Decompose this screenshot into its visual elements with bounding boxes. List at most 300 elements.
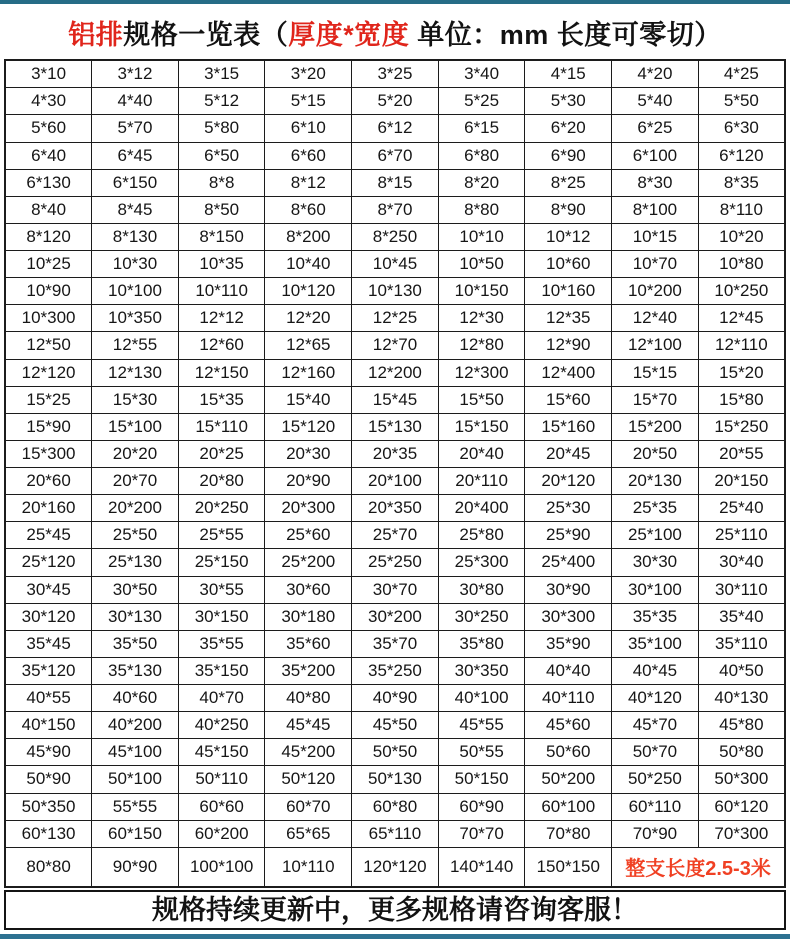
spec-cell: 8*25 (525, 169, 612, 196)
spec-cell: 10*50 (438, 251, 525, 278)
spec-cell: 12*30 (438, 305, 525, 332)
footer-banner (4, 890, 786, 930)
spec-cell: 70*300 (698, 820, 785, 847)
spec-cell: 6*25 (612, 115, 699, 142)
spec-cell: 5*30 (525, 88, 612, 115)
spec-cell: 12*20 (265, 305, 352, 332)
spec-cell: 50*300 (698, 766, 785, 793)
spec-row (5, 223, 785, 250)
spec-cell: 40*130 (698, 685, 785, 712)
spec-cell: 35*110 (698, 630, 785, 657)
spec-cell: 5*50 (698, 88, 785, 115)
spec-cell: 12*35 (525, 305, 612, 332)
spec-cell: 5*60 (5, 115, 92, 142)
spec-cell: 12*45 (698, 305, 785, 332)
spec-cell: 35*100 (612, 630, 699, 657)
spec-cell: 35*60 (265, 630, 352, 657)
spec-cell: 65*65 (265, 820, 352, 847)
spec-cell: 25*35 (612, 495, 699, 522)
spec-cell: 45*70 (612, 712, 699, 739)
title-segment-product: 铝排 (68, 20, 124, 50)
spec-row (5, 142, 785, 169)
spec-cell: 10*40 (265, 251, 352, 278)
spec-cell: 3*40 (438, 60, 525, 88)
spec-cell: 20*40 (438, 440, 525, 467)
spec-cell: 15*90 (5, 413, 92, 440)
spec-cell: 15*15 (612, 359, 699, 386)
spec-cell: 20*60 (5, 468, 92, 495)
spec-cell: 35*50 (92, 630, 179, 657)
spec-cell: 60*120 (698, 793, 785, 820)
spec-cell: 30*70 (352, 576, 439, 603)
spec-cell: 70*70 (438, 820, 525, 847)
spec-cell: 8*70 (352, 196, 439, 223)
spec-cell: 65*110 (352, 820, 439, 847)
spec-cell: 15*30 (92, 386, 179, 413)
spec-cell: 15*80 (698, 386, 785, 413)
full-length-note: 整支长度2.5-3米 (612, 847, 785, 887)
spec-cell: 45*60 (525, 712, 612, 739)
spec-cell: 140*140 (438, 847, 525, 887)
spec-row (5, 386, 785, 413)
spec-cell: 20*120 (525, 468, 612, 495)
spec-row (5, 468, 785, 495)
spec-cell: 12*40 (612, 305, 699, 332)
spec-cell: 35*90 (525, 630, 612, 657)
spec-cell: 45*200 (265, 739, 352, 766)
spec-cell: 20*55 (698, 440, 785, 467)
spec-cell: 8*30 (612, 169, 699, 196)
spec-cell: 35*55 (178, 630, 265, 657)
spec-cell: 50*70 (612, 739, 699, 766)
bottom-accent-line (0, 934, 790, 939)
spec-cell: 15*25 (5, 386, 92, 413)
spec-cell: 5*12 (178, 88, 265, 115)
spec-cell: 15*250 (698, 413, 785, 440)
spec-cell: 3*12 (92, 60, 179, 88)
spec-cell: 15*100 (92, 413, 179, 440)
spec-cell: 30*30 (612, 549, 699, 576)
spec-cell: 4*40 (92, 88, 179, 115)
spec-cell: 30*100 (612, 576, 699, 603)
spec-cell: 60*100 (525, 793, 612, 820)
spec-cell: 70*80 (525, 820, 612, 847)
spec-cell: 30*180 (265, 603, 352, 630)
spec-cell: 30*110 (698, 576, 785, 603)
spec-row (5, 115, 785, 142)
spec-row (5, 196, 785, 223)
page-title (0, 13, 790, 52)
spec-cell: 60*110 (612, 793, 699, 820)
spec-cell: 10*35 (178, 251, 265, 278)
spec-row-last (5, 847, 785, 887)
spec-cell: 50*90 (5, 766, 92, 793)
spec-cell: 8*35 (698, 169, 785, 196)
spec-cell: 12*55 (92, 332, 179, 359)
spec-cell: 12*150 (178, 359, 265, 386)
spec-cell: 80*80 (5, 847, 92, 887)
spec-cell: 20*200 (92, 495, 179, 522)
spec-cell: 8*130 (92, 223, 179, 250)
spec-cell: 15*150 (438, 413, 525, 440)
spec-cell: 15*35 (178, 386, 265, 413)
spec-cell: 120*120 (352, 847, 439, 887)
top-accent-line (0, 0, 790, 4)
spec-cell: 25*100 (612, 522, 699, 549)
spec-cell: 35*120 (5, 657, 92, 684)
spec-row (5, 793, 785, 820)
spec-cell: 10*30 (92, 251, 179, 278)
spec-cell: 60*130 (5, 820, 92, 847)
spec-row (5, 685, 785, 712)
spec-cell: 12*50 (5, 332, 92, 359)
spec-cell: 50*110 (178, 766, 265, 793)
spec-row (5, 278, 785, 305)
spec-cell: 50*200 (525, 766, 612, 793)
spec-cell: 25*40 (698, 495, 785, 522)
spec-cell: 50*150 (438, 766, 525, 793)
spec-cell: 45*80 (698, 712, 785, 739)
spec-cell: 25*130 (92, 549, 179, 576)
spec-row (5, 169, 785, 196)
spec-cell: 12*110 (698, 332, 785, 359)
spec-cell: 30*60 (265, 576, 352, 603)
spec-cell: 20*150 (698, 468, 785, 495)
spec-cell: 12*160 (265, 359, 352, 386)
spec-cell: 15*20 (698, 359, 785, 386)
spec-cell: 35*80 (438, 630, 525, 657)
title-segment-main: 规格一览表（ (123, 20, 289, 50)
spec-cell: 90*90 (92, 847, 179, 887)
spec-cell: 6*40 (5, 142, 92, 169)
spec-cell: 5*15 (265, 88, 352, 115)
spec-cell: 3*25 (352, 60, 439, 88)
spec-cell: 10*350 (92, 305, 179, 332)
spec-cell: 30*150 (178, 603, 265, 630)
spec-cell: 30*55 (178, 576, 265, 603)
spec-cell: 20*30 (265, 440, 352, 467)
spec-cell: 4*30 (5, 88, 92, 115)
spec-cell: 4*25 (698, 60, 785, 88)
spec-cell: 25*60 (265, 522, 352, 549)
spec-cell: 30*90 (525, 576, 612, 603)
spec-cell: 10*130 (352, 278, 439, 305)
spec-cell: 35*200 (265, 657, 352, 684)
spec-cell: 60*90 (438, 793, 525, 820)
spec-cell: 8*250 (352, 223, 439, 250)
spec-cell: 20*50 (612, 440, 699, 467)
spec-cell: 40*150 (5, 712, 92, 739)
spec-cell: 3*10 (5, 60, 92, 88)
spec-cell: 20*90 (265, 468, 352, 495)
spec-cell: 15*110 (178, 413, 265, 440)
spec-cell: 10*160 (525, 278, 612, 305)
spec-cell: 60*150 (92, 820, 179, 847)
spec-cell: 40*250 (178, 712, 265, 739)
title-segment-unit: 单位：mm 长度可零切） (409, 20, 722, 50)
spec-cell: 10*250 (698, 278, 785, 305)
spec-table-body (5, 60, 785, 887)
spec-table (4, 59, 786, 888)
spec-row (5, 522, 785, 549)
spec-cell: 30*200 (352, 603, 439, 630)
spec-cell: 35*130 (92, 657, 179, 684)
spec-cell: 25*120 (5, 549, 92, 576)
spec-cell: 6*45 (92, 142, 179, 169)
spec-cell: 30*300 (525, 603, 612, 630)
spec-cell: 40*45 (612, 657, 699, 684)
spec-cell: 6*130 (5, 169, 92, 196)
spec-cell: 60*80 (352, 793, 439, 820)
spec-cell: 25*200 (265, 549, 352, 576)
spec-cell: 8*150 (178, 223, 265, 250)
spec-cell: 8*50 (178, 196, 265, 223)
spec-cell: 12*70 (352, 332, 439, 359)
spec-cell: 15*300 (5, 440, 92, 467)
spec-cell: 6*20 (525, 115, 612, 142)
spec-cell: 6*70 (352, 142, 439, 169)
spec-cell: 25*250 (352, 549, 439, 576)
footer-text: 规格持续更新中，更多规格请咨询客服！ (152, 895, 638, 925)
spec-row (5, 549, 785, 576)
spec-row (5, 820, 785, 847)
spec-cell: 20*20 (92, 440, 179, 467)
spec-cell: 6*15 (438, 115, 525, 142)
spec-cell: 10*70 (612, 251, 699, 278)
spec-cell: 60*70 (265, 793, 352, 820)
spec-cell: 12*65 (265, 332, 352, 359)
spec-cell: 40*120 (612, 685, 699, 712)
spec-cell: 25*90 (525, 522, 612, 549)
spec-cell: 20*25 (178, 440, 265, 467)
spec-cell: 45*55 (438, 712, 525, 739)
spec-cell: 50*130 (352, 766, 439, 793)
spec-row (5, 603, 785, 630)
spec-cell: 10*15 (612, 223, 699, 250)
spec-cell: 20*35 (352, 440, 439, 467)
spec-cell: 40*70 (178, 685, 265, 712)
spec-cell: 50*60 (525, 739, 612, 766)
spec-cell: 8*200 (265, 223, 352, 250)
spec-cell: 8*110 (698, 196, 785, 223)
spec-cell: 8*80 (438, 196, 525, 223)
spec-cell: 12*100 (612, 332, 699, 359)
spec-cell: 15*160 (525, 413, 612, 440)
spec-cell: 10*45 (352, 251, 439, 278)
spec-cell: 6*150 (92, 169, 179, 196)
spec-cell: 8*20 (438, 169, 525, 196)
spec-cell: 8*40 (5, 196, 92, 223)
spec-cell: 10*110 (265, 847, 352, 887)
spec-row (5, 495, 785, 522)
spec-cell: 3*15 (178, 60, 265, 88)
spec-row (5, 251, 785, 278)
spec-row (5, 766, 785, 793)
spec-cell: 20*250 (178, 495, 265, 522)
spec-cell: 20*80 (178, 468, 265, 495)
spec-row (5, 359, 785, 386)
spec-cell: 8*45 (92, 196, 179, 223)
spec-row (5, 657, 785, 684)
spec-cell: 10*12 (525, 223, 612, 250)
spec-cell: 25*45 (5, 522, 92, 549)
spec-cell: 15*40 (265, 386, 352, 413)
spec-cell: 10*60 (525, 251, 612, 278)
spec-cell: 40*90 (352, 685, 439, 712)
spec-cell: 6*10 (265, 115, 352, 142)
spec-cell: 25*50 (92, 522, 179, 549)
spec-cell: 25*70 (352, 522, 439, 549)
spec-cell: 15*50 (438, 386, 525, 413)
spec-cell: 40*50 (698, 657, 785, 684)
spec-cell: 12*80 (438, 332, 525, 359)
spec-cell: 5*40 (612, 88, 699, 115)
spec-cell: 50*350 (5, 793, 92, 820)
spec-cell: 20*130 (612, 468, 699, 495)
spec-cell: 45*50 (352, 712, 439, 739)
spec-cell: 35*45 (5, 630, 92, 657)
spec-cell: 6*100 (612, 142, 699, 169)
spec-cell: 6*120 (698, 142, 785, 169)
spec-cell: 10*80 (698, 251, 785, 278)
spec-cell: 10*300 (5, 305, 92, 332)
spec-cell: 6*90 (525, 142, 612, 169)
spec-cell: 5*70 (92, 115, 179, 142)
spec-row (5, 440, 785, 467)
spec-cell: 8*12 (265, 169, 352, 196)
spec-cell: 8*100 (612, 196, 699, 223)
spec-cell: 8*90 (525, 196, 612, 223)
spec-cell: 12*25 (352, 305, 439, 332)
spec-cell: 25*300 (438, 549, 525, 576)
spec-cell: 8*60 (265, 196, 352, 223)
spec-cell: 10*150 (438, 278, 525, 305)
spec-cell: 10*200 (612, 278, 699, 305)
spec-cell: 15*60 (525, 386, 612, 413)
spec-cell: 10*10 (438, 223, 525, 250)
spec-cell: 25*55 (178, 522, 265, 549)
spec-cell: 50*120 (265, 766, 352, 793)
spec-row (5, 305, 785, 332)
spec-cell: 30*350 (438, 657, 525, 684)
spec-cell: 30*130 (92, 603, 179, 630)
spec-cell: 50*80 (698, 739, 785, 766)
spec-cell: 5*25 (438, 88, 525, 115)
spec-cell: 12*300 (438, 359, 525, 386)
spec-cell: 5*80 (178, 115, 265, 142)
spec-cell: 35*150 (178, 657, 265, 684)
spec-cell: 55*55 (92, 793, 179, 820)
spec-cell: 20*100 (352, 468, 439, 495)
spec-cell: 45*100 (92, 739, 179, 766)
spec-cell: 20*300 (265, 495, 352, 522)
spec-cell: 25*80 (438, 522, 525, 549)
spec-cell: 6*60 (265, 142, 352, 169)
spec-row (5, 712, 785, 739)
spec-cell: 20*45 (525, 440, 612, 467)
spec-cell: 30*80 (438, 576, 525, 603)
spec-row (5, 60, 785, 88)
spec-row (5, 332, 785, 359)
spec-cell: 8*120 (5, 223, 92, 250)
spec-cell: 50*100 (92, 766, 179, 793)
spec-cell: 40*110 (525, 685, 612, 712)
spec-cell: 20*70 (92, 468, 179, 495)
spec-cell: 45*90 (5, 739, 92, 766)
spec-cell: 150*150 (525, 847, 612, 887)
spec-cell: 12*60 (178, 332, 265, 359)
spec-cell: 30*120 (5, 603, 92, 630)
spec-cell: 6*30 (698, 115, 785, 142)
spec-cell: 25*150 (178, 549, 265, 576)
spec-cell: 12*120 (5, 359, 92, 386)
spec-cell: 15*120 (265, 413, 352, 440)
spec-cell: 45*45 (265, 712, 352, 739)
spec-cell: 4*20 (612, 60, 699, 88)
spec-row (5, 739, 785, 766)
spec-cell: 12*12 (178, 305, 265, 332)
spec-cell: 12*200 (352, 359, 439, 386)
spec-cell: 25*110 (698, 522, 785, 549)
spec-cell: 4*15 (525, 60, 612, 88)
spec-cell: 25*400 (525, 549, 612, 576)
spec-cell: 8*8 (178, 169, 265, 196)
spec-cell: 3*20 (265, 60, 352, 88)
spec-cell: 50*55 (438, 739, 525, 766)
spec-cell: 6*80 (438, 142, 525, 169)
spec-cell: 40*40 (525, 657, 612, 684)
spec-row (5, 576, 785, 603)
spec-cell: 12*130 (92, 359, 179, 386)
spec-cell: 12*400 (525, 359, 612, 386)
spec-cell: 40*60 (92, 685, 179, 712)
title-segment-dims: 厚度*宽度 (288, 20, 410, 50)
spec-cell: 30*40 (698, 549, 785, 576)
spec-row (5, 88, 785, 115)
spec-cell: 6*50 (178, 142, 265, 169)
spec-cell: 100*100 (178, 847, 265, 887)
spec-cell: 40*55 (5, 685, 92, 712)
spec-cell: 70*90 (612, 820, 699, 847)
spec-cell: 12*90 (525, 332, 612, 359)
spec-cell: 35*250 (352, 657, 439, 684)
spec-cell: 20*160 (5, 495, 92, 522)
spec-cell: 30*50 (92, 576, 179, 603)
spec-cell: 15*45 (352, 386, 439, 413)
spec-cell: 20*110 (438, 468, 525, 495)
spec-cell: 10*25 (5, 251, 92, 278)
spec-cell: 5*20 (352, 88, 439, 115)
spec-cell: 50*250 (612, 766, 699, 793)
spec-cell: 15*70 (612, 386, 699, 413)
spec-cell: 10*20 (698, 223, 785, 250)
spec-cell: 8*15 (352, 169, 439, 196)
spec-cell: 10*110 (178, 278, 265, 305)
spec-row (5, 413, 785, 440)
spec-cell: 35*35 (612, 603, 699, 630)
spec-row (5, 630, 785, 657)
spec-cell: 15*200 (612, 413, 699, 440)
spec-cell: 15*130 (352, 413, 439, 440)
spec-cell: 30*45 (5, 576, 92, 603)
spec-cell: 40*100 (438, 685, 525, 712)
spec-cell: 25*30 (525, 495, 612, 522)
spec-cell: 40*80 (265, 685, 352, 712)
spec-cell: 35*40 (698, 603, 785, 630)
spec-cell: 10*100 (92, 278, 179, 305)
spec-cell: 40*200 (92, 712, 179, 739)
spec-cell: 30*250 (438, 603, 525, 630)
